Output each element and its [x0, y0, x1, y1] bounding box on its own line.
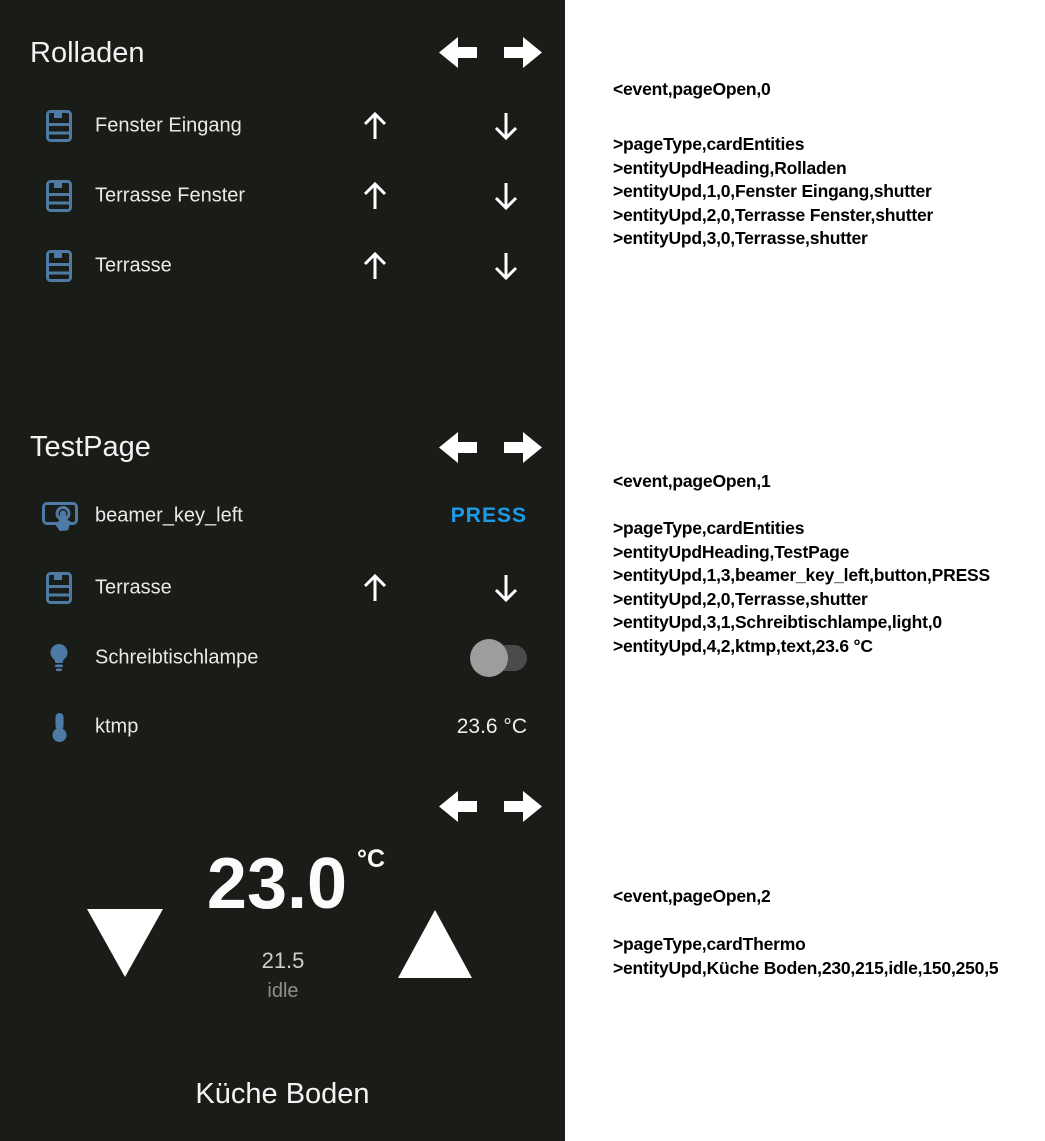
- log-line: >entityUpd,3,0,Terrasse,shutter: [613, 228, 868, 248]
- log-line: >entityUpdHeading,Rolladen: [613, 157, 847, 178]
- light-toggle-switch[interactable]: [473, 645, 527, 671]
- nav-left-arrow-icon[interactable]: [439, 37, 477, 68]
- log-line: >pageType,cardEntities: [613, 134, 805, 154]
- nav-right-arrow-icon[interactable]: [504, 37, 542, 68]
- log-block: [613, 517, 990, 658]
- nav-right-arrow-icon[interactable]: [504, 791, 542, 822]
- entity-label: Schreibtischlampe: [95, 646, 259, 669]
- temperature-value: 23.6 °C: [456, 715, 527, 738]
- toggle-knob: [470, 639, 508, 677]
- entity-row: [0, 91, 565, 161]
- shutter-up-button[interactable]: [362, 111, 388, 141]
- setpoint-up-button[interactable]: [398, 910, 472, 978]
- shutter-down-button[interactable]: [493, 251, 519, 281]
- log-line: >entityUpd,1,3,beamer_key_left,button,PRESS: [613, 565, 990, 585]
- light-bulb-icon: [48, 643, 70, 674]
- shutter-up-button[interactable]: [362, 573, 388, 603]
- log-line: >entityUpd,3,1,Schreibtischlampe,light,0: [613, 612, 942, 632]
- setpoint-temperature: 21.5: [261, 948, 305, 973]
- entity-label: beamer_key_left: [95, 504, 243, 527]
- nav-right-arrow-icon[interactable]: [504, 432, 542, 463]
- shutter-down-button[interactable]: [493, 111, 519, 141]
- setpoint-down-button[interactable]: [87, 909, 163, 977]
- entity-label: Terrasse Fenster: [95, 184, 246, 207]
- nav-left-arrow-icon[interactable]: [439, 432, 477, 463]
- nav-left-arrow-icon[interactable]: [439, 791, 477, 822]
- press-button[interactable]: PRESS: [450, 504, 527, 527]
- thermometer-icon: [51, 712, 68, 743]
- log-event-line: <event,pageOpen,1: [613, 471, 771, 491]
- entity-label: ktmp: [95, 715, 139, 738]
- page-nav: [439, 37, 542, 68]
- thermostat-room-title: Küche Boden: [195, 1078, 370, 1110]
- card-heading: TestPage: [30, 431, 151, 463]
- log-line: >pageType,cardThermo: [613, 934, 806, 954]
- entity-label: Fenster Eingang: [95, 114, 242, 137]
- entity-row: [0, 161, 565, 231]
- card-heading: Rolladen: [30, 37, 145, 69]
- tap-button-icon: [42, 499, 80, 533]
- shutter-up-button[interactable]: [362, 251, 388, 281]
- page-nav: [439, 432, 542, 463]
- entity-row: [0, 623, 565, 693]
- log-block: [613, 933, 998, 980]
- entity-row: [0, 231, 565, 301]
- shutter-icon: [46, 110, 72, 142]
- log-line: >entityUpd,2,0,Terrasse Fenster,shutter: [613, 204, 934, 225]
- shutter-down-button[interactable]: [493, 573, 519, 603]
- log-event-line: <event,pageOpen,0: [613, 79, 771, 99]
- log-line: >entityUpd,2,0,Terrasse,shutter: [613, 588, 868, 609]
- entity-row: [0, 553, 565, 623]
- entity-row: [0, 481, 565, 551]
- page-nav: [439, 791, 542, 822]
- log-line: >entityUpd,4,2,ktmp,text,23.6 °C: [613, 635, 873, 656]
- entity-label: Terrasse: [95, 254, 172, 277]
- entity-label: Terrasse: [95, 576, 172, 599]
- entity-row: [0, 692, 565, 762]
- log-line: >entityUpd,1,0,Fenster Eingang,shutter: [613, 181, 932, 201]
- log-event-line: <event,pageOpen,2: [613, 886, 771, 906]
- shutter-icon: [46, 180, 72, 212]
- log-block: [613, 133, 933, 251]
- current-temperature: 23.0: [206, 844, 348, 924]
- log-line: >entityUpd,Küche Boden,230,215,idle,150,250,5: [613, 957, 999, 978]
- log-line: >pageType,cardEntities: [613, 518, 805, 538]
- temperature-unit: °C: [357, 845, 386, 873]
- hvac-state: idle: [267, 980, 299, 1002]
- shutter-down-button[interactable]: [493, 181, 519, 211]
- log-line: >entityUpdHeading,TestPage: [613, 541, 850, 562]
- shutter-up-button[interactable]: [362, 181, 388, 211]
- shutter-icon: [46, 250, 72, 282]
- shutter-icon: [46, 572, 72, 604]
